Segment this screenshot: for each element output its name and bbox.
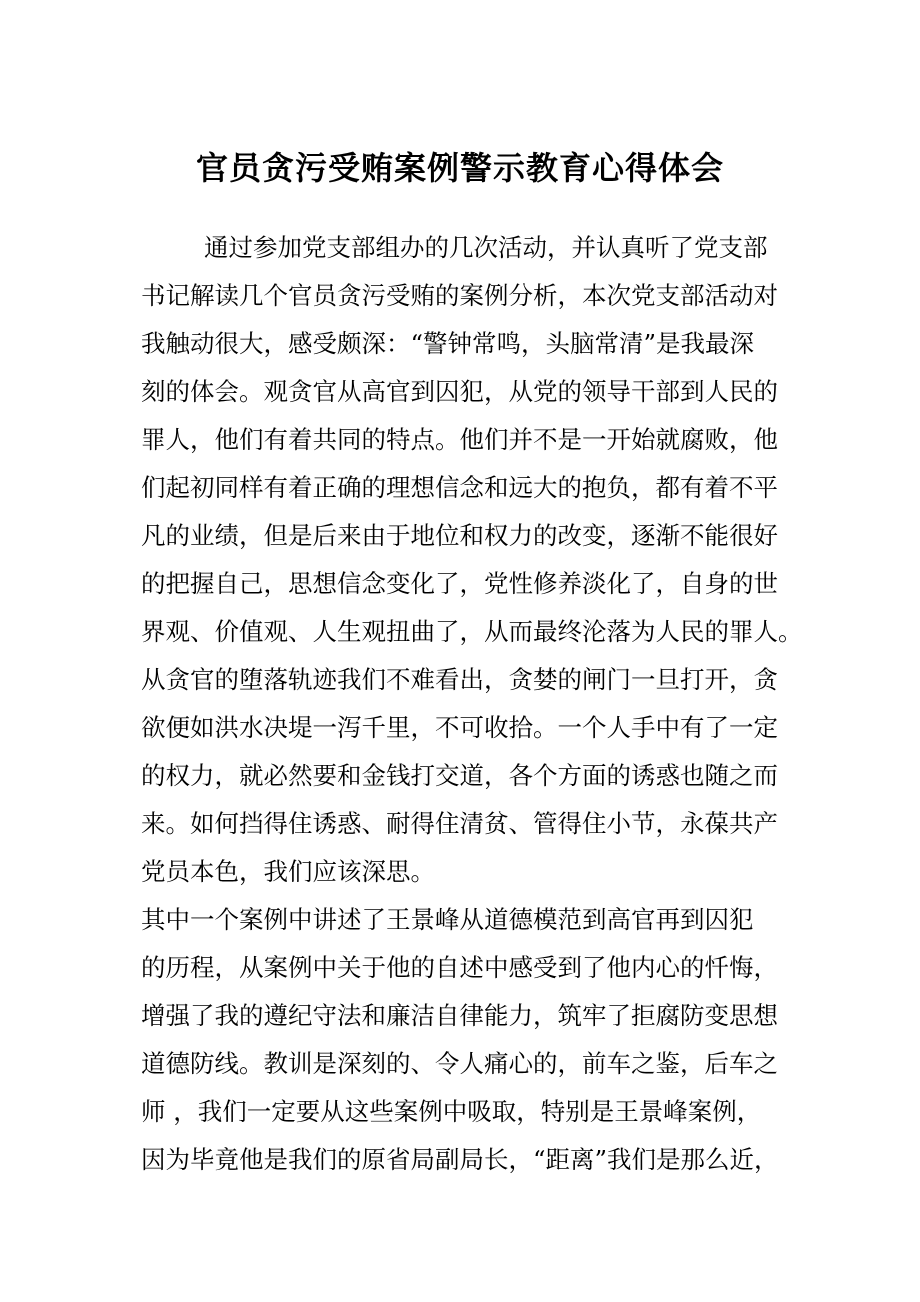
body-text-line: 们起初同样有着正确的理想信念和远大的抱负，都有着不平	[141, 473, 778, 502]
body-text-line: 欲便如洪水决堤一泻千里，不可收拾。一个人手中有了一定	[141, 713, 778, 742]
body-text-line: 来。如何挡得住诱惑、耐得住清贫、管得住小节，永葆共产	[141, 809, 778, 838]
body-text-line: 因为毕竟他是我们的原省局副局长，“距离”我们是那么近，	[141, 1145, 779, 1174]
body-text-line: 的把握自己，思想信念变化了，党性修养淡化了，自身的世	[141, 569, 778, 598]
body-text-line: 刻的体会。观贪官从高官到囚犯，从党的领导干部到人民的	[141, 377, 778, 406]
body-text-line: 书记解读几个官员贪污受贿的案例分析，本次党支部活动对	[141, 281, 778, 310]
body-text-line: 从贪官的堕落轨迹我们不难看出，贪婪的闸门一旦打开，贪	[141, 665, 778, 694]
body-text-line: 的权力，就必然要和金钱打交道，各个方面的诱惑也随之而	[141, 761, 778, 790]
body-text-line: 凡的业绩，但是后来由于地位和权力的改变，逐渐不能很好	[141, 521, 778, 550]
body-text-line: 界观、价值观、人生观扭曲了，从而最终沦落为人民的罪人。	[141, 617, 803, 646]
body-text-line: 通过参加党支部组办的几次活动，并认真听了党支部	[204, 233, 768, 262]
body-text-line: 师 ，我们一定要从这些案例中吸取，特别是王景峰案例，	[141, 1097, 762, 1126]
document-title: 官员贪污受贿案例警示教育心得体会	[195, 149, 724, 187]
body-text-line: 党员本色，我们应该深思。	[141, 857, 435, 886]
body-text-line: 的历程，从案例中关于他的自述中感受到了他内心的忏悔，	[141, 953, 778, 982]
body-text-line: 道德防线。教训是深刻的、令人痛心的，前车之鉴，后车之	[141, 1049, 778, 1078]
body-text-line: 其中一个案例中讲述了王景峰从道德模范到高官再到囚犯	[141, 905, 754, 934]
body-text-line: 增强了我的遵纪守法和廉洁自律能力，筑牢了拒腐防变思想	[141, 1001, 778, 1030]
body-text-line: 罪人，他们有着共同的特点。他们并不是一开始就腐败，他	[141, 425, 778, 454]
body-text-line: 我触动很大，感受颇深：“警钟常鸣，头脑常清”是我最深	[141, 329, 755, 358]
